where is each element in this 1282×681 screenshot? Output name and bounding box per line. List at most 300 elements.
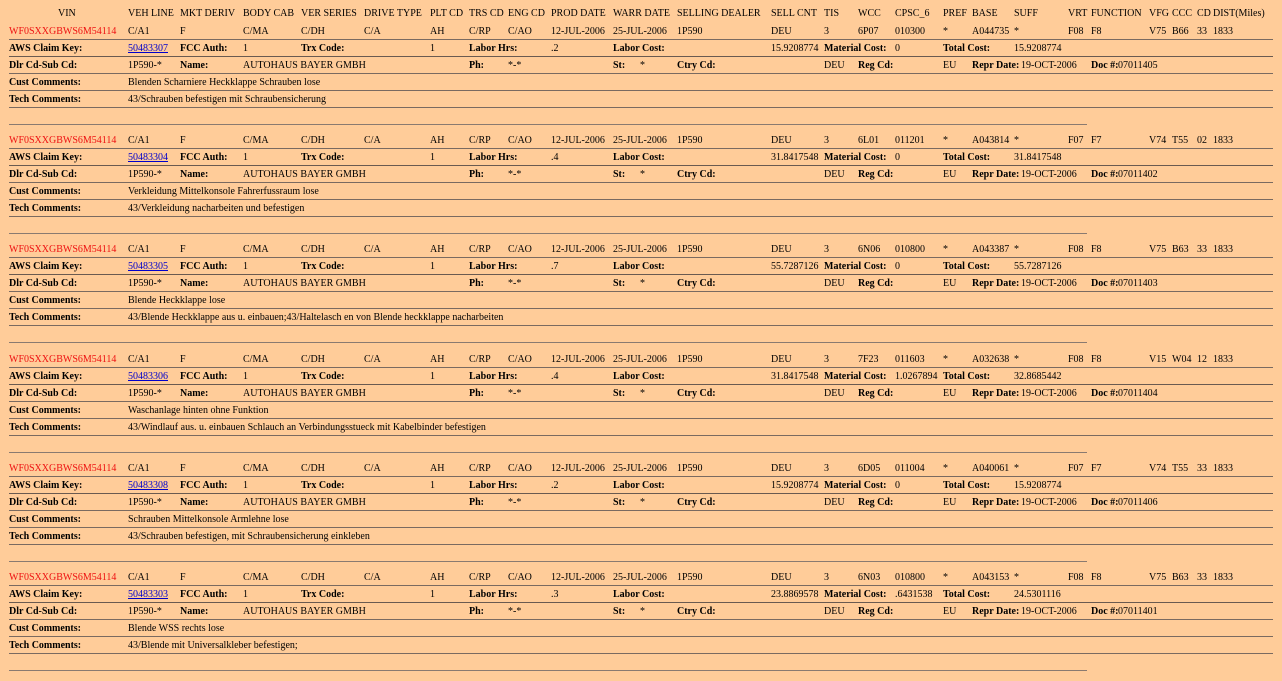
col-vfg: VFG — [1149, 8, 1170, 19]
row-divider — [9, 636, 1273, 637]
tis-value: 3 — [824, 354, 829, 365]
pref-value: * — [943, 463, 948, 474]
cust-comments-label: Cust Comments: — [9, 623, 81, 634]
dlr-cd-label: Dlr Cd-Sub Cd: — [9, 169, 78, 180]
sell-cnt-value: DEU — [771, 26, 792, 37]
wcc-value: 7F23 — [858, 354, 879, 365]
row-divider — [9, 291, 1273, 292]
mkt-deriv-value: F — [180, 26, 186, 37]
vin-value: WF0SXXGBWS6M54114 — [9, 354, 117, 365]
row-divider — [9, 418, 1273, 419]
trs-cd-value: C/RP — [469, 572, 491, 583]
tech-comments-value: 43/Blende mit Universalkleber befestigen; — [128, 640, 298, 651]
name-label: Name: — [180, 60, 209, 71]
total-cost-label: Total Cost: — [943, 261, 991, 272]
labor-cost-label: Labor Cost: — [613, 43, 665, 54]
eng-cd-value: C/AO — [508, 26, 532, 37]
wcc-value: 6N06 — [858, 244, 881, 255]
dlr-cd-value: 1P590-* — [128, 169, 162, 180]
ctry-cd-label: Ctry Cd: — [677, 497, 716, 508]
dlr-cd-label: Dlr Cd-Sub Cd: — [9, 60, 78, 71]
col-drive-type: DRIVE TYPE — [364, 8, 422, 19]
row-divider — [9, 257, 1273, 258]
labor-cost-value: 15.9208774 — [771, 480, 819, 491]
ph-value: *-* — [508, 60, 522, 71]
drive-type-value: C/A — [364, 135, 381, 146]
fcc-auth-value: 1 — [243, 43, 248, 54]
wcc-value: 6N03 — [858, 572, 881, 583]
vrt-value: F08 — [1068, 572, 1084, 583]
doc-label: Doc #: — [1091, 60, 1119, 71]
sell-cnt-value: DEU — [771, 572, 792, 583]
repr-date-value: 19-OCT-2006 — [1021, 606, 1077, 617]
col-function: FUNCTION — [1091, 8, 1142, 19]
material-cost-label: Material Cost: — [824, 43, 887, 54]
dist-value: 1833 — [1213, 135, 1233, 146]
aws-claim-key-link[interactable]: 50483306 — [128, 371, 168, 382]
labor-cost-value: 31.8417548 — [771, 371, 819, 382]
pref-value: * — [943, 354, 948, 365]
cust-comments-value: Verkleidung Mittelkonsole Fahrerfussraum lose — [128, 186, 319, 197]
vrt-value: F08 — [1068, 26, 1084, 37]
vfg-value: V75 — [1149, 244, 1167, 255]
labor-hrs-value: .4 — [551, 371, 559, 382]
trx-code-value: 1 — [430, 371, 435, 382]
tech-comments-value: 43/Verkleidung nacharbeiten und befestigen — [128, 203, 305, 214]
column-header-row — [0, 8, 1282, 22]
ver-series-value: C/DH — [301, 244, 325, 255]
row-divider — [9, 274, 1273, 275]
labor-cost-value: 23.8869578 — [771, 589, 819, 600]
vrt-value: F08 — [1068, 354, 1084, 365]
repr-date-label: Repr Date: — [972, 388, 1020, 399]
name-value: AUTOHAUS BAYER GMBH — [243, 388, 366, 399]
tis-value: 3 — [824, 26, 829, 37]
body-cab-value: C/MA — [243, 463, 269, 474]
prod-date-value: 12-JUL-2006 — [551, 135, 605, 146]
ph-label: Ph: — [469, 497, 484, 508]
ph-label: Ph: — [469, 60, 484, 71]
doc-value: 07011406 — [1118, 497, 1158, 508]
total-cost-label: Total Cost: — [943, 480, 991, 491]
doc-label: Doc #: — [1091, 606, 1119, 617]
aws-claim-key-link[interactable]: 50483307 — [128, 43, 168, 54]
trx-code-value: 1 — [430, 480, 435, 491]
dist-value: 1833 — [1213, 244, 1233, 255]
ctry-cd-label: Ctry Cd: — [677, 388, 716, 399]
dist-value: 1833 — [1213, 463, 1233, 474]
name-value: AUTOHAUS BAYER GMBH — [243, 169, 366, 180]
row-divider — [9, 476, 1273, 477]
tech-comments-label: Tech Comments: — [9, 94, 82, 105]
labor-hrs-label: Labor Hrs: — [469, 43, 518, 54]
st-value: * — [640, 60, 645, 71]
ver-series-value: C/DH — [301, 135, 325, 146]
name-value: AUTOHAUS BAYER GMBH — [243, 497, 366, 508]
record-separator — [9, 342, 1087, 343]
col-mkt-deriv: MKT DERIV — [180, 8, 236, 19]
eng-cd-value: C/AO — [508, 463, 532, 474]
col-cd: CD — [1197, 8, 1211, 19]
warr-date-value: 25-JUL-2006 — [613, 244, 667, 255]
row-divider — [9, 401, 1273, 402]
repr-date-label: Repr Date: — [972, 60, 1020, 71]
pref-value: * — [943, 572, 948, 583]
eng-cd-value: C/AO — [508, 135, 532, 146]
material-cost-label: Material Cost: — [824, 371, 887, 382]
labor-hrs-value: .3 — [551, 589, 559, 600]
ph-value: *-* — [508, 169, 522, 180]
total-cost-label: Total Cost: — [943, 589, 991, 600]
cpsc-value: 010300 — [895, 26, 925, 37]
cpsc-value: 010800 — [895, 572, 925, 583]
doc-label: Doc #: — [1091, 497, 1119, 508]
reg-cd-value: EU — [943, 497, 957, 508]
prod-date-value: 12-JUL-2006 — [551, 354, 605, 365]
function-value: F8 — [1091, 244, 1102, 255]
record-separator — [9, 124, 1087, 125]
suff-value: * — [1014, 354, 1019, 365]
labor-cost-value: 55.7287126 — [771, 261, 819, 272]
ccc-value: W04 — [1172, 354, 1192, 365]
wcc-value: 6D05 — [858, 463, 881, 474]
fcc-auth-label: FCC Auth: — [180, 589, 228, 600]
ctry-cd-value: DEU — [824, 606, 845, 617]
tech-comments-label: Tech Comments: — [9, 640, 82, 651]
material-cost-value: .6431538 — [895, 589, 933, 600]
tech-comments-value: 43/Schrauben befestigen, mit Schraubensicherung einkleben — [128, 531, 370, 542]
reg-cd-label: Reg Cd: — [858, 388, 894, 399]
cust-comments-label: Cust Comments: — [9, 186, 81, 197]
ver-series-value: C/DH — [301, 26, 325, 37]
cpsc-value: 011201 — [895, 135, 925, 146]
row-divider — [9, 510, 1273, 511]
st-label: St: — [613, 497, 626, 508]
dlr-cd-value: 1P590-* — [128, 497, 162, 508]
col-ver-series: VER SERIES — [301, 8, 357, 19]
labor-hrs-label: Labor Hrs: — [469, 371, 518, 382]
reg-cd-label: Reg Cd: — [858, 606, 894, 617]
pref-value: * — [943, 135, 948, 146]
row-divider — [9, 56, 1273, 57]
name-value: AUTOHAUS BAYER GMBH — [243, 278, 366, 289]
labor-cost-label: Labor Cost: — [613, 261, 665, 272]
reg-cd-value: EU — [943, 169, 957, 180]
tech-comments-label: Tech Comments: — [9, 312, 82, 323]
veh-line-value: C/A1 — [128, 135, 150, 146]
mkt-deriv-value: F — [180, 354, 186, 365]
plt-cd-value: AH — [430, 244, 445, 255]
labor-hrs-value: .7 — [551, 261, 559, 272]
body-cab-value: C/MA — [243, 572, 269, 583]
suff-value: * — [1014, 463, 1019, 474]
dlr-cd-value: 1P590-* — [128, 278, 162, 289]
veh-line-value: C/A1 — [128, 572, 150, 583]
base-value: A043814 — [972, 135, 1010, 146]
cust-comments-value: Schrauben Mittelkonsole Armlehne lose — [128, 514, 289, 525]
trx-code-value: 1 — [430, 152, 435, 163]
doc-value: 07011403 — [1118, 278, 1158, 289]
aws-claim-key-link[interactable]: 50483308 — [128, 480, 168, 491]
eng-cd-value: C/AO — [508, 572, 532, 583]
repr-date-value: 19-OCT-2006 — [1021, 497, 1077, 508]
drive-type-value: C/A — [364, 572, 381, 583]
row-divider — [9, 216, 1273, 217]
name-label: Name: — [180, 497, 209, 508]
record-separator — [9, 452, 1087, 453]
dlr-cd-value: 1P590-* — [128, 606, 162, 617]
col-plt-cd: PLT CD — [430, 8, 464, 19]
name-label: Name: — [180, 388, 209, 399]
col-dist: DIST(Miles) — [1213, 8, 1265, 19]
cd-value: 33 — [1197, 26, 1207, 37]
material-cost-value: 0 — [895, 480, 900, 491]
repr-date-label: Repr Date: — [972, 169, 1020, 180]
row-divider — [9, 182, 1273, 183]
tis-value: 3 — [824, 135, 829, 146]
selling-dealer-value: 1P590 — [677, 244, 703, 255]
cd-value: 33 — [1197, 244, 1207, 255]
material-cost-label: Material Cost: — [824, 261, 887, 272]
row-divider — [9, 527, 1273, 528]
st-value: * — [640, 388, 645, 399]
ctry-cd-label: Ctry Cd: — [677, 169, 716, 180]
row-divider — [9, 73, 1273, 74]
st-value: * — [640, 278, 645, 289]
cpsc-value: 011603 — [895, 354, 925, 365]
cust-comments-value: Blenden Scharniere Heckklappe Schrauben lose — [128, 77, 321, 88]
pref-value: * — [943, 244, 948, 255]
ccc-value: B63 — [1172, 244, 1189, 255]
veh-line-value: C/A1 — [128, 463, 150, 474]
st-label: St: — [613, 388, 626, 399]
total-cost-value: 24.5301116 — [1014, 589, 1061, 600]
tis-value: 3 — [824, 572, 829, 583]
doc-value: 07011401 — [1118, 606, 1158, 617]
wcc-value: 6L01 — [858, 135, 880, 146]
aws-claim-key-label: AWS Claim Key: — [9, 152, 83, 163]
st-value: * — [640, 169, 645, 180]
body-cab-value: C/MA — [243, 26, 269, 37]
aws-claim-key-link[interactable]: 50483304 — [128, 152, 168, 163]
ccc-value: B63 — [1172, 572, 1189, 583]
trx-code-label: Trx Code: — [301, 589, 345, 600]
labor-cost-label: Labor Cost: — [613, 152, 665, 163]
name-label: Name: — [180, 278, 209, 289]
claim-record — [0, 354, 1282, 463]
mkt-deriv-value: F — [180, 572, 186, 583]
cd-value: 33 — [1197, 572, 1207, 583]
row-divider — [9, 619, 1273, 620]
cust-comments-label: Cust Comments: — [9, 77, 81, 88]
ctry-cd-value: DEU — [824, 169, 845, 180]
vrt-value: F07 — [1068, 463, 1084, 474]
reg-cd-label: Reg Cd: — [858, 497, 894, 508]
doc-value: 07011402 — [1118, 169, 1158, 180]
aws-claim-key-link[interactable]: 50483305 — [128, 261, 168, 272]
plt-cd-value: AH — [430, 354, 445, 365]
doc-label: Doc #: — [1091, 169, 1119, 180]
doc-value: 07011404 — [1118, 388, 1158, 399]
mkt-deriv-value: F — [180, 135, 186, 146]
suff-value: * — [1014, 26, 1019, 37]
trx-code-value: 1 — [430, 589, 435, 600]
dlr-cd-value: 1P590-* — [128, 60, 162, 71]
base-value: A032638 — [972, 354, 1010, 365]
cust-comments-value: Waschanlage hinten ohne Funktion — [128, 405, 269, 416]
st-label: St: — [613, 169, 626, 180]
warr-date-value: 25-JUL-2006 — [613, 26, 667, 37]
vin-value: WF0SXXGBWS6M54114 — [9, 463, 117, 474]
claim-record — [0, 463, 1282, 572]
cd-value: 12 — [1197, 354, 1207, 365]
labor-hrs-value: .4 — [551, 152, 559, 163]
vfg-value: V75 — [1149, 26, 1167, 37]
record-separator — [9, 670, 1087, 671]
col-tis: TIS — [824, 8, 839, 19]
aws-claim-key-label: AWS Claim Key: — [9, 261, 83, 272]
row-divider — [9, 367, 1273, 368]
aws-claim-key-link[interactable]: 50483303 — [128, 589, 168, 600]
eng-cd-value: C/AO — [508, 354, 532, 365]
plt-cd-value: AH — [430, 572, 445, 583]
vrt-value: F08 — [1068, 244, 1084, 255]
repr-date-value: 19-OCT-2006 — [1021, 169, 1077, 180]
name-label: Name: — [180, 169, 209, 180]
ctry-cd-value: DEU — [824, 278, 845, 289]
st-label: St: — [613, 606, 626, 617]
material-cost-label: Material Cost: — [824, 480, 887, 491]
vin-value: WF0SXXGBWS6M54114 — [9, 572, 117, 583]
material-cost-label: Material Cost: — [824, 589, 887, 600]
ph-value: *-* — [508, 278, 522, 289]
ctry-cd-label: Ctry Cd: — [677, 606, 716, 617]
fcc-auth-value: 1 — [243, 261, 248, 272]
doc-label: Doc #: — [1091, 388, 1119, 399]
trs-cd-value: C/RP — [469, 135, 491, 146]
cd-value: 33 — [1197, 463, 1207, 474]
cust-comments-label: Cust Comments: — [9, 295, 81, 306]
vin-value: WF0SXXGBWS6M54114 — [9, 26, 117, 37]
doc-label: Doc #: — [1091, 278, 1119, 289]
selling-dealer-value: 1P590 — [677, 26, 703, 37]
total-cost-label: Total Cost: — [943, 152, 991, 163]
ctry-cd-label: Ctry Cd: — [677, 60, 716, 71]
total-cost-value: 31.8417548 — [1014, 152, 1062, 163]
col-suff: SUFF — [1014, 8, 1038, 19]
col-sell-cnt: SELL CNT — [771, 8, 818, 19]
labor-hrs-label: Labor Hrs: — [469, 589, 518, 600]
ctry-cd-value: DEU — [824, 60, 845, 71]
col-pref: PREF — [943, 8, 967, 19]
tech-comments-label: Tech Comments: — [9, 422, 82, 433]
labor-hrs-label: Labor Hrs: — [469, 152, 518, 163]
total-cost-value: 15.9208774 — [1014, 480, 1062, 491]
name-label: Name: — [180, 606, 209, 617]
trx-code-label: Trx Code: — [301, 371, 345, 382]
ph-value: *-* — [508, 497, 522, 508]
aws-claim-key-label: AWS Claim Key: — [9, 480, 83, 491]
eng-cd-value: C/AO — [508, 244, 532, 255]
veh-line-value: C/A1 — [128, 244, 150, 255]
function-value: F8 — [1091, 354, 1102, 365]
body-cab-value: C/MA — [243, 354, 269, 365]
ver-series-value: C/DH — [301, 354, 325, 365]
tech-comments-value: 43/Schrauben befestigen mit Schraubensicherung — [128, 94, 326, 105]
col-trs-cd: TRS CD — [469, 8, 504, 19]
trs-cd-value: C/RP — [469, 26, 491, 37]
row-divider — [9, 384, 1273, 385]
repr-date-label: Repr Date: — [972, 606, 1020, 617]
fcc-auth-value: 1 — [243, 371, 248, 382]
vfg-value: V75 — [1149, 572, 1167, 583]
reg-cd-label: Reg Cd: — [858, 60, 894, 71]
material-cost-value: 0 — [895, 152, 900, 163]
ph-label: Ph: — [469, 388, 484, 399]
labor-cost-label: Labor Cost: — [613, 589, 665, 600]
record-separator — [9, 561, 1087, 562]
row-divider — [9, 325, 1273, 326]
record-separator — [9, 233, 1087, 234]
ctry-cd-label: Ctry Cd: — [677, 278, 716, 289]
mkt-deriv-value: F — [180, 244, 186, 255]
dlr-cd-label: Dlr Cd-Sub Cd: — [9, 278, 78, 289]
row-divider — [9, 165, 1273, 166]
ph-label: Ph: — [469, 606, 484, 617]
row-divider — [9, 39, 1273, 40]
vrt-value: F07 — [1068, 135, 1084, 146]
selling-dealer-value: 1P590 — [677, 572, 703, 583]
selling-dealer-value: 1P590 — [677, 135, 703, 146]
reg-cd-value: EU — [943, 388, 957, 399]
fcc-auth-value: 1 — [243, 589, 248, 600]
ctry-cd-value: DEU — [824, 388, 845, 399]
prod-date-value: 12-JUL-2006 — [551, 572, 605, 583]
repr-date-label: Repr Date: — [972, 497, 1020, 508]
ph-label: Ph: — [469, 278, 484, 289]
body-cab-value: C/MA — [243, 244, 269, 255]
dlr-cd-label: Dlr Cd-Sub Cd: — [9, 497, 78, 508]
col-prod-date: PROD DATE — [551, 8, 606, 19]
vin-value: WF0SXXGBWS6M54114 — [9, 244, 117, 255]
reg-cd-value: EU — [943, 60, 957, 71]
drive-type-value: C/A — [364, 26, 381, 37]
ccc-value: B66 — [1172, 26, 1189, 37]
prod-date-value: 12-JUL-2006 — [551, 463, 605, 474]
dist-value: 1833 — [1213, 26, 1233, 37]
labor-cost-label: Labor Cost: — [613, 480, 665, 491]
name-value: AUTOHAUS BAYER GMBH — [243, 60, 366, 71]
pref-value: * — [943, 26, 948, 37]
col-warr-date: WARR DATE — [613, 8, 670, 19]
plt-cd-value: AH — [430, 463, 445, 474]
labor-cost-label: Labor Cost: — [613, 371, 665, 382]
ccc-value: T55 — [1172, 135, 1189, 146]
sell-cnt-value: DEU — [771, 244, 792, 255]
claim-record — [0, 244, 1282, 353]
trs-cd-value: C/RP — [469, 354, 491, 365]
reg-cd-label: Reg Cd: — [858, 169, 894, 180]
drive-type-value: C/A — [364, 354, 381, 365]
col-body-cab: BODY CAB — [243, 8, 295, 19]
row-divider — [9, 308, 1273, 309]
sell-cnt-value: DEU — [771, 463, 792, 474]
ver-series-value: C/DH — [301, 463, 325, 474]
col-eng-cd: ENG CD — [508, 8, 545, 19]
vin-value: WF0SXXGBWS6M54114 — [9, 135, 117, 146]
col-selling-dealer: SELLING DEALER — [677, 8, 761, 19]
col-veh-line: VEH LINE — [128, 8, 174, 19]
